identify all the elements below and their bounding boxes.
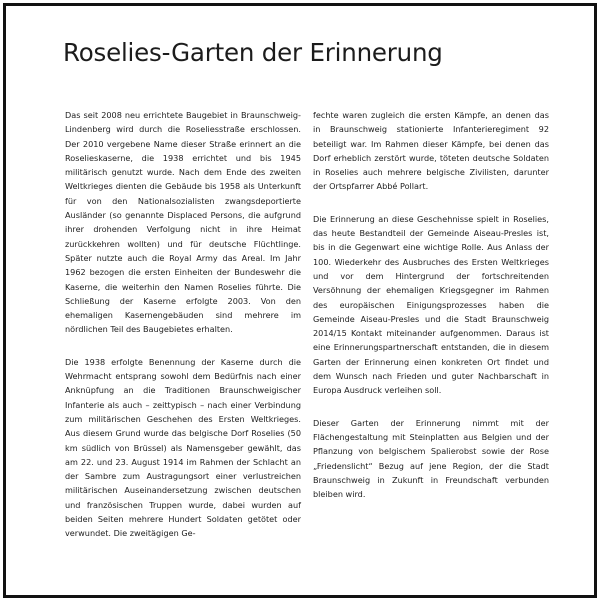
paragraph-naming-battle: Die 1938 erfolgte Benennung der Kaserne durch die Wehrmacht entsprang sowohl dem Bedürfnis nach einer Anknüpfung an die Traditionen Braunschweigischer Infanterie als auch – zeittypisch – nach einer Verbindung zum militärischen Geschehen des Ersten Weltkrieges. Aus diesem Grund wurde das belgische Dorf Roselies (50 km südlich von Brüssel) als Namensgeber gewählt, das am 22. und 23. August 1914 im Rahmen der Schlacht an der Sambre zum Austragungsort einer verlustreichen militärischen Auseinandersetzung zwischen deutschen und französischen Truppen wurde, dabei wurden auf beiden Seiten mehrere Hundert Soldaten getötet oder verwundet. Die zweitägigen Ge- <box>65 356 301 539</box>
right-column <box>313 108 549 501</box>
paragraph-battle-continued: fechte waren zugleich die ersten Kämpfe, an denen das in Braunschweig stationierte Infanterieregiment 92 beteiligt war. Im Rahmen dieser Kämpfe, bei denen das Dorf erheblich zerstört wurde, töteten deutsche Soldaten in Roselies auch mehrere belgische Zivilisten, darunter der Ortspfarrer Abbé Pollart. <box>313 110 549 192</box>
paragraph-garden-design: Dieser Garten der Erinnerung nimmt mit der Flächengestaltung mit Steinplatten aus Belgien und der Pflanzung von belgischem Spalierobst sowie der Rose „Friedenslicht“ Bezug auf jene Region, der die Stadt Braunschweig in Zukunft in Freundschaft verbunden bleiben wird. <box>313 417 549 500</box>
board-title: Roselies-Garten der Erinnerung <box>63 38 443 67</box>
paragraph-history-site: Das seit 2008 neu errichtete Baugebiet in Braunschweig-Lindenberg wird durch die Roseliesstraße erschlossen. Der 2010 vergebene Name dieser Straße erinnert an die Roselieskaserne, die 1938 errichtet und bis 1945 militärisch genutzt wurde. Nach dem Ende des zweiten Weltkrieges dienten die Gebäude bis 1958 als Unterkunft für von den Nationalsozialisten zwangsdeportierte Ausländer (so genannte Displaced Persons, die aufgrund ihrer drohenden Verfolgung nicht in ihre Heimat zurückkehren wollten) und für deutsche Flüchtlinge. Später nutzte auch die Royal Army das Areal. Im Jahr 1962 bezogen die ersten Einheiten der Bundeswehr die Kaserne, die weiterhin den Namen Roselies führte. Die Schließung der Kaserne erfolgte 2003. Von den ehemaligen Kasernengebäuden sind mehrere im nördlichen Teil des Baugebietes erhalten. <box>65 110 301 335</box>
paragraph-remembrance-partnership: Die Erinnerung an diese Geschehnisse spielt in Roselies, das heute Bestandteil der Gemeinde Aiseau-Presles ist, bis in die Gegenwart eine wichtige Rolle. Aus Anlass der 100. Wiederkehr des Ausbruches des Ersten Weltkrieges und vor dem Hintergrund der fortschreitenden Versöhnung der ehemaligen Kriegsgegner im Rahmen des europäischen Einigungsprozesses haben die Gemeinde Aiseau-Presles und die Stadt Braunschweig 2014/15 Kontakt miteinander aufgenommen. Daraus ist eine Erinnerungspartnerschaft entstanden, die in diesem Garten der Erinnerung einen konkreten Ort findet und dem Wunsch nach Frieden und guter Nachbarschaft in Europa Ausdruck verleihen soll. <box>313 213 549 396</box>
info-board <box>3 3 597 598</box>
left-column <box>65 108 301 541</box>
